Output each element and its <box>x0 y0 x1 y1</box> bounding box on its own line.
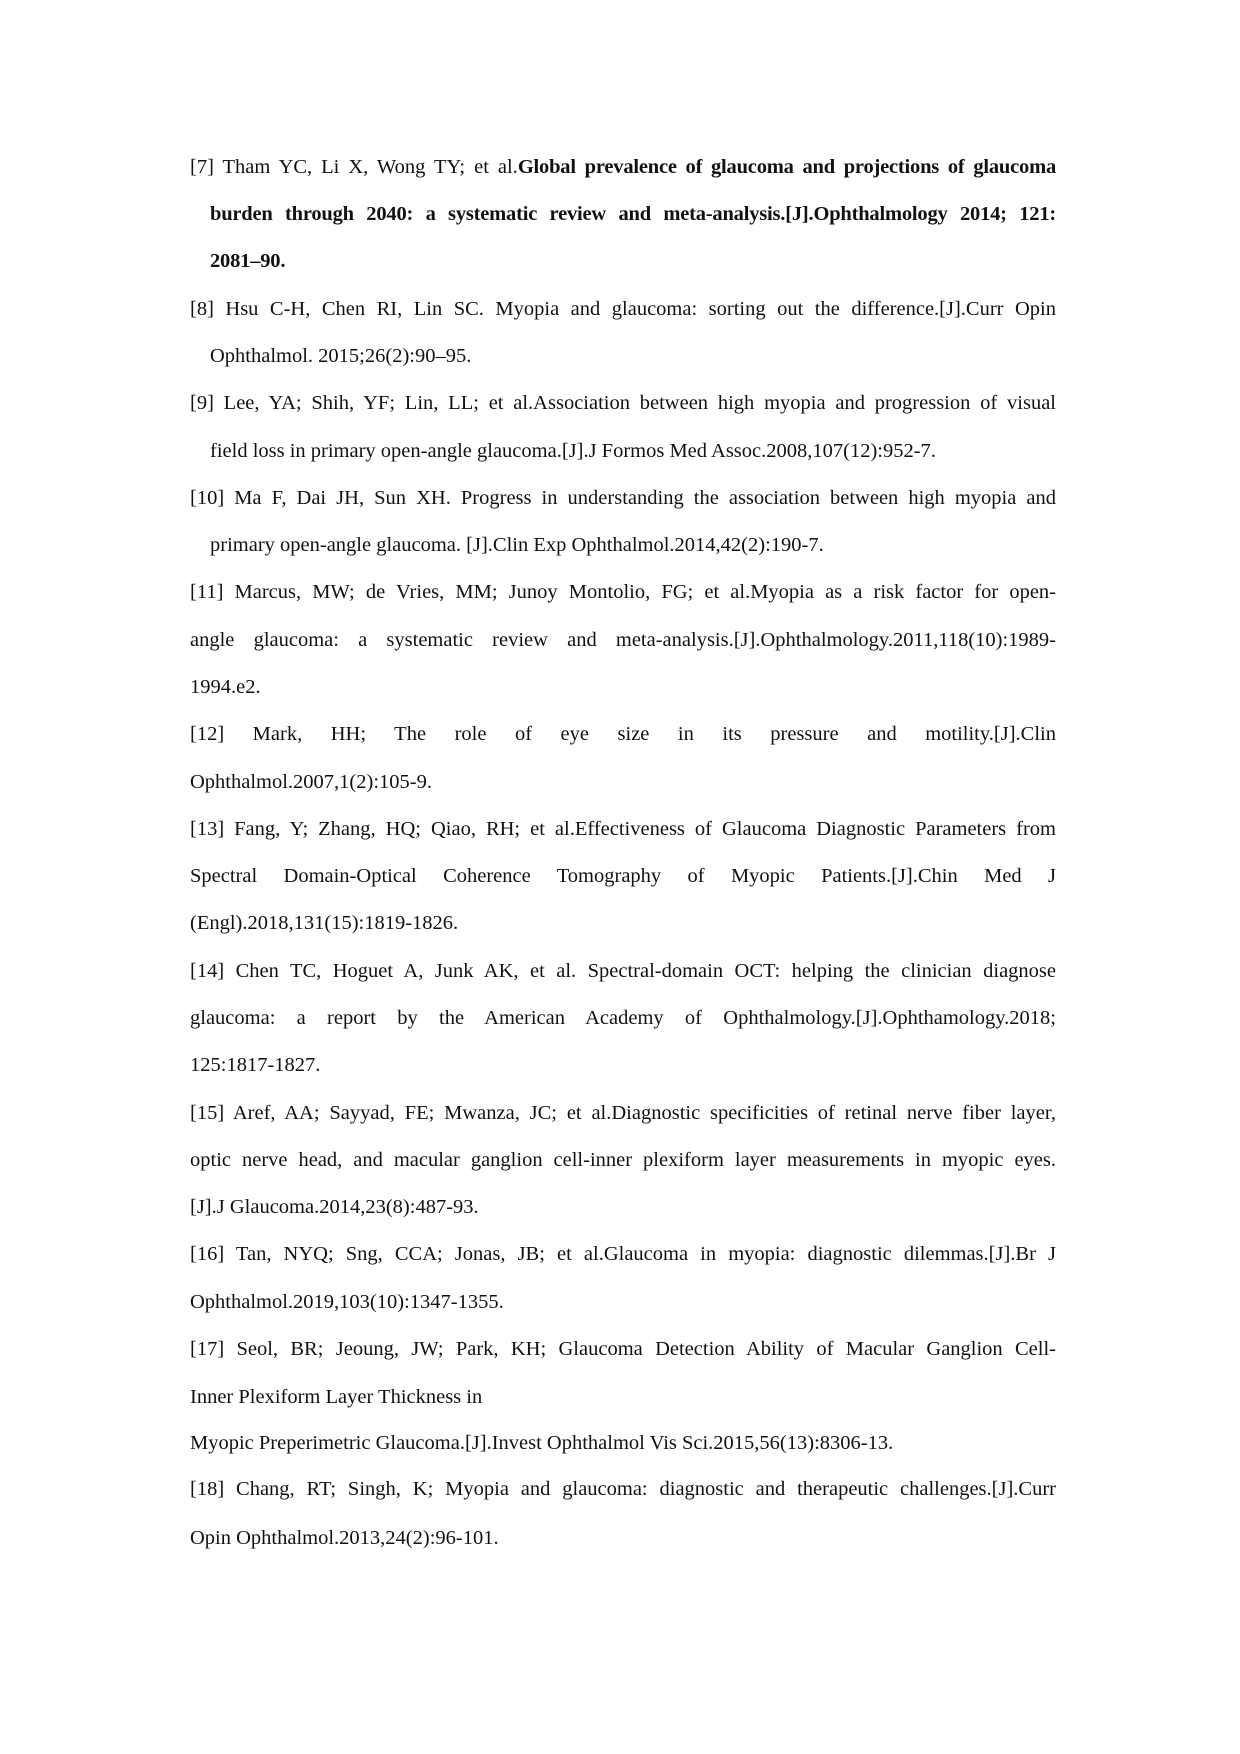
reference-18-line-1: [18] Chang, RT; Singh, K; Myopia and glaucoma: diagnostic and therapeutic challenges.[J].Curr <box>190 1478 1056 1500</box>
reference-17-line-2: Inner Plexiform Layer Thickness in <box>190 1386 483 1408</box>
reference-11-line-1: [11] Marcus, MW; de Vries, MM; Junoy Montolio, FG; et al.Myopia as a risk factor for open- <box>190 581 1056 603</box>
reference-14-line-1: [14] Chen TC, Hoguet A, Junk AK, et al. Spectral-domain OCT: helping the clinician diagnose <box>190 960 1056 982</box>
reference-16-line-2: Ophthalmol.2019,103(10):1347-1355. <box>190 1291 504 1313</box>
reference-7-authors: [7] Tham YC, Li X, Wong TY; et al. <box>190 156 518 178</box>
reference-9-line-2: field loss in primary open-angle glaucoma.[J].J Formos Med Assoc.2008,107(12):952-7. <box>210 440 936 462</box>
reference-13-line-2: Spectral Domain-Optical Coherence Tomography of Myopic Patients.[J].Chin Med J <box>190 865 1056 887</box>
reference-17-line-1: [17] Seol, BR; Jeoung, JW; Park, KH; Glaucoma Detection Ability of Macular Ganglion Cell- <box>190 1338 1056 1360</box>
reference-7-line-3: 2081–90. <box>210 250 286 272</box>
reference-13-line-3: (Engl).2018,131(15):1819-1826. <box>190 912 459 934</box>
reference-15-line-2: optic nerve head, and macular ganglion cell-inner plexiform layer measurements in myopic eyes. <box>190 1149 1056 1171</box>
reference-8-line-2: Ophthalmol. 2015;26(2):90–95. <box>210 345 472 367</box>
reference-7-line-2: burden through 2040: a systematic review and meta-analysis.[J].Ophthalmology 2014; 121: <box>210 203 1056 225</box>
reference-15-line-3: [J].J Glaucoma.2014,23(8):487-93. <box>190 1196 479 1218</box>
reference-14-line-3: 125:1817-1827. <box>190 1054 321 1076</box>
reference-17-line-3: Myopic Preperimetric Glaucoma.[J].Invest Ophthalmol Vis Sci.2015,56(13):8306-13. <box>190 1432 894 1454</box>
reference-7-line-1 <box>190 154 1056 180</box>
reference-12-line-1: [12] Mark, HH; The role of eye size in its pressure and motility.[J].Clin <box>190 723 1056 745</box>
reference-10-line-1: [10] Ma F, Dai JH, Sun XH. Progress in understanding the association between high myopia and <box>190 487 1056 509</box>
reference-7-title: Global prevalence of glaucoma and projections of glaucoma <box>517 156 1056 178</box>
reference-8-line-1: [8] Hsu C-H, Chen RI, Lin SC. Myopia and glaucoma: sorting out the difference.[J].Curr Opin <box>190 298 1056 320</box>
reference-14-line-2: glaucoma: a report by the American Academy of Ophthalmology.[J].Ophthamology.2018; <box>190 1007 1056 1029</box>
reference-15-line-1: [15] Aref, AA; Sayyad, FE; Mwanza, JC; et al.Diagnostic specificities of retinal nerve fiber layer, <box>190 1102 1056 1124</box>
reference-18-line-2: Opin Ophthalmol.2013,24(2):96-101. <box>190 1527 499 1549</box>
reference-11-line-3: 1994.e2. <box>190 676 261 698</box>
reference-9-line-1: [9] Lee, YA; Shih, YF; Lin, LL; et al.Association between high myopia and progression of visual <box>190 392 1056 414</box>
reference-10-line-2: primary open-angle glaucoma. [J].Clin Exp Ophthalmol.2014,42(2):190-7. <box>210 534 824 556</box>
reference-16-line-1: [16] Tan, NYQ; Sng, CCA; Jonas, JB; et al.Glaucoma in myopia: diagnostic dilemmas.[J].Br J <box>190 1243 1056 1265</box>
reference-12-line-2: Ophthalmol.2007,1(2):105-9. <box>190 771 432 793</box>
reference-11-line-2: angle glaucoma: a systematic review and meta-analysis.[J].Ophthalmology.2011,118(10):1989- <box>190 629 1056 651</box>
reference-13-line-1: [13] Fang, Y; Zhang, HQ; Qiao, RH; et al.Effectiveness of Glaucoma Diagnostic Parameters from <box>190 818 1056 840</box>
